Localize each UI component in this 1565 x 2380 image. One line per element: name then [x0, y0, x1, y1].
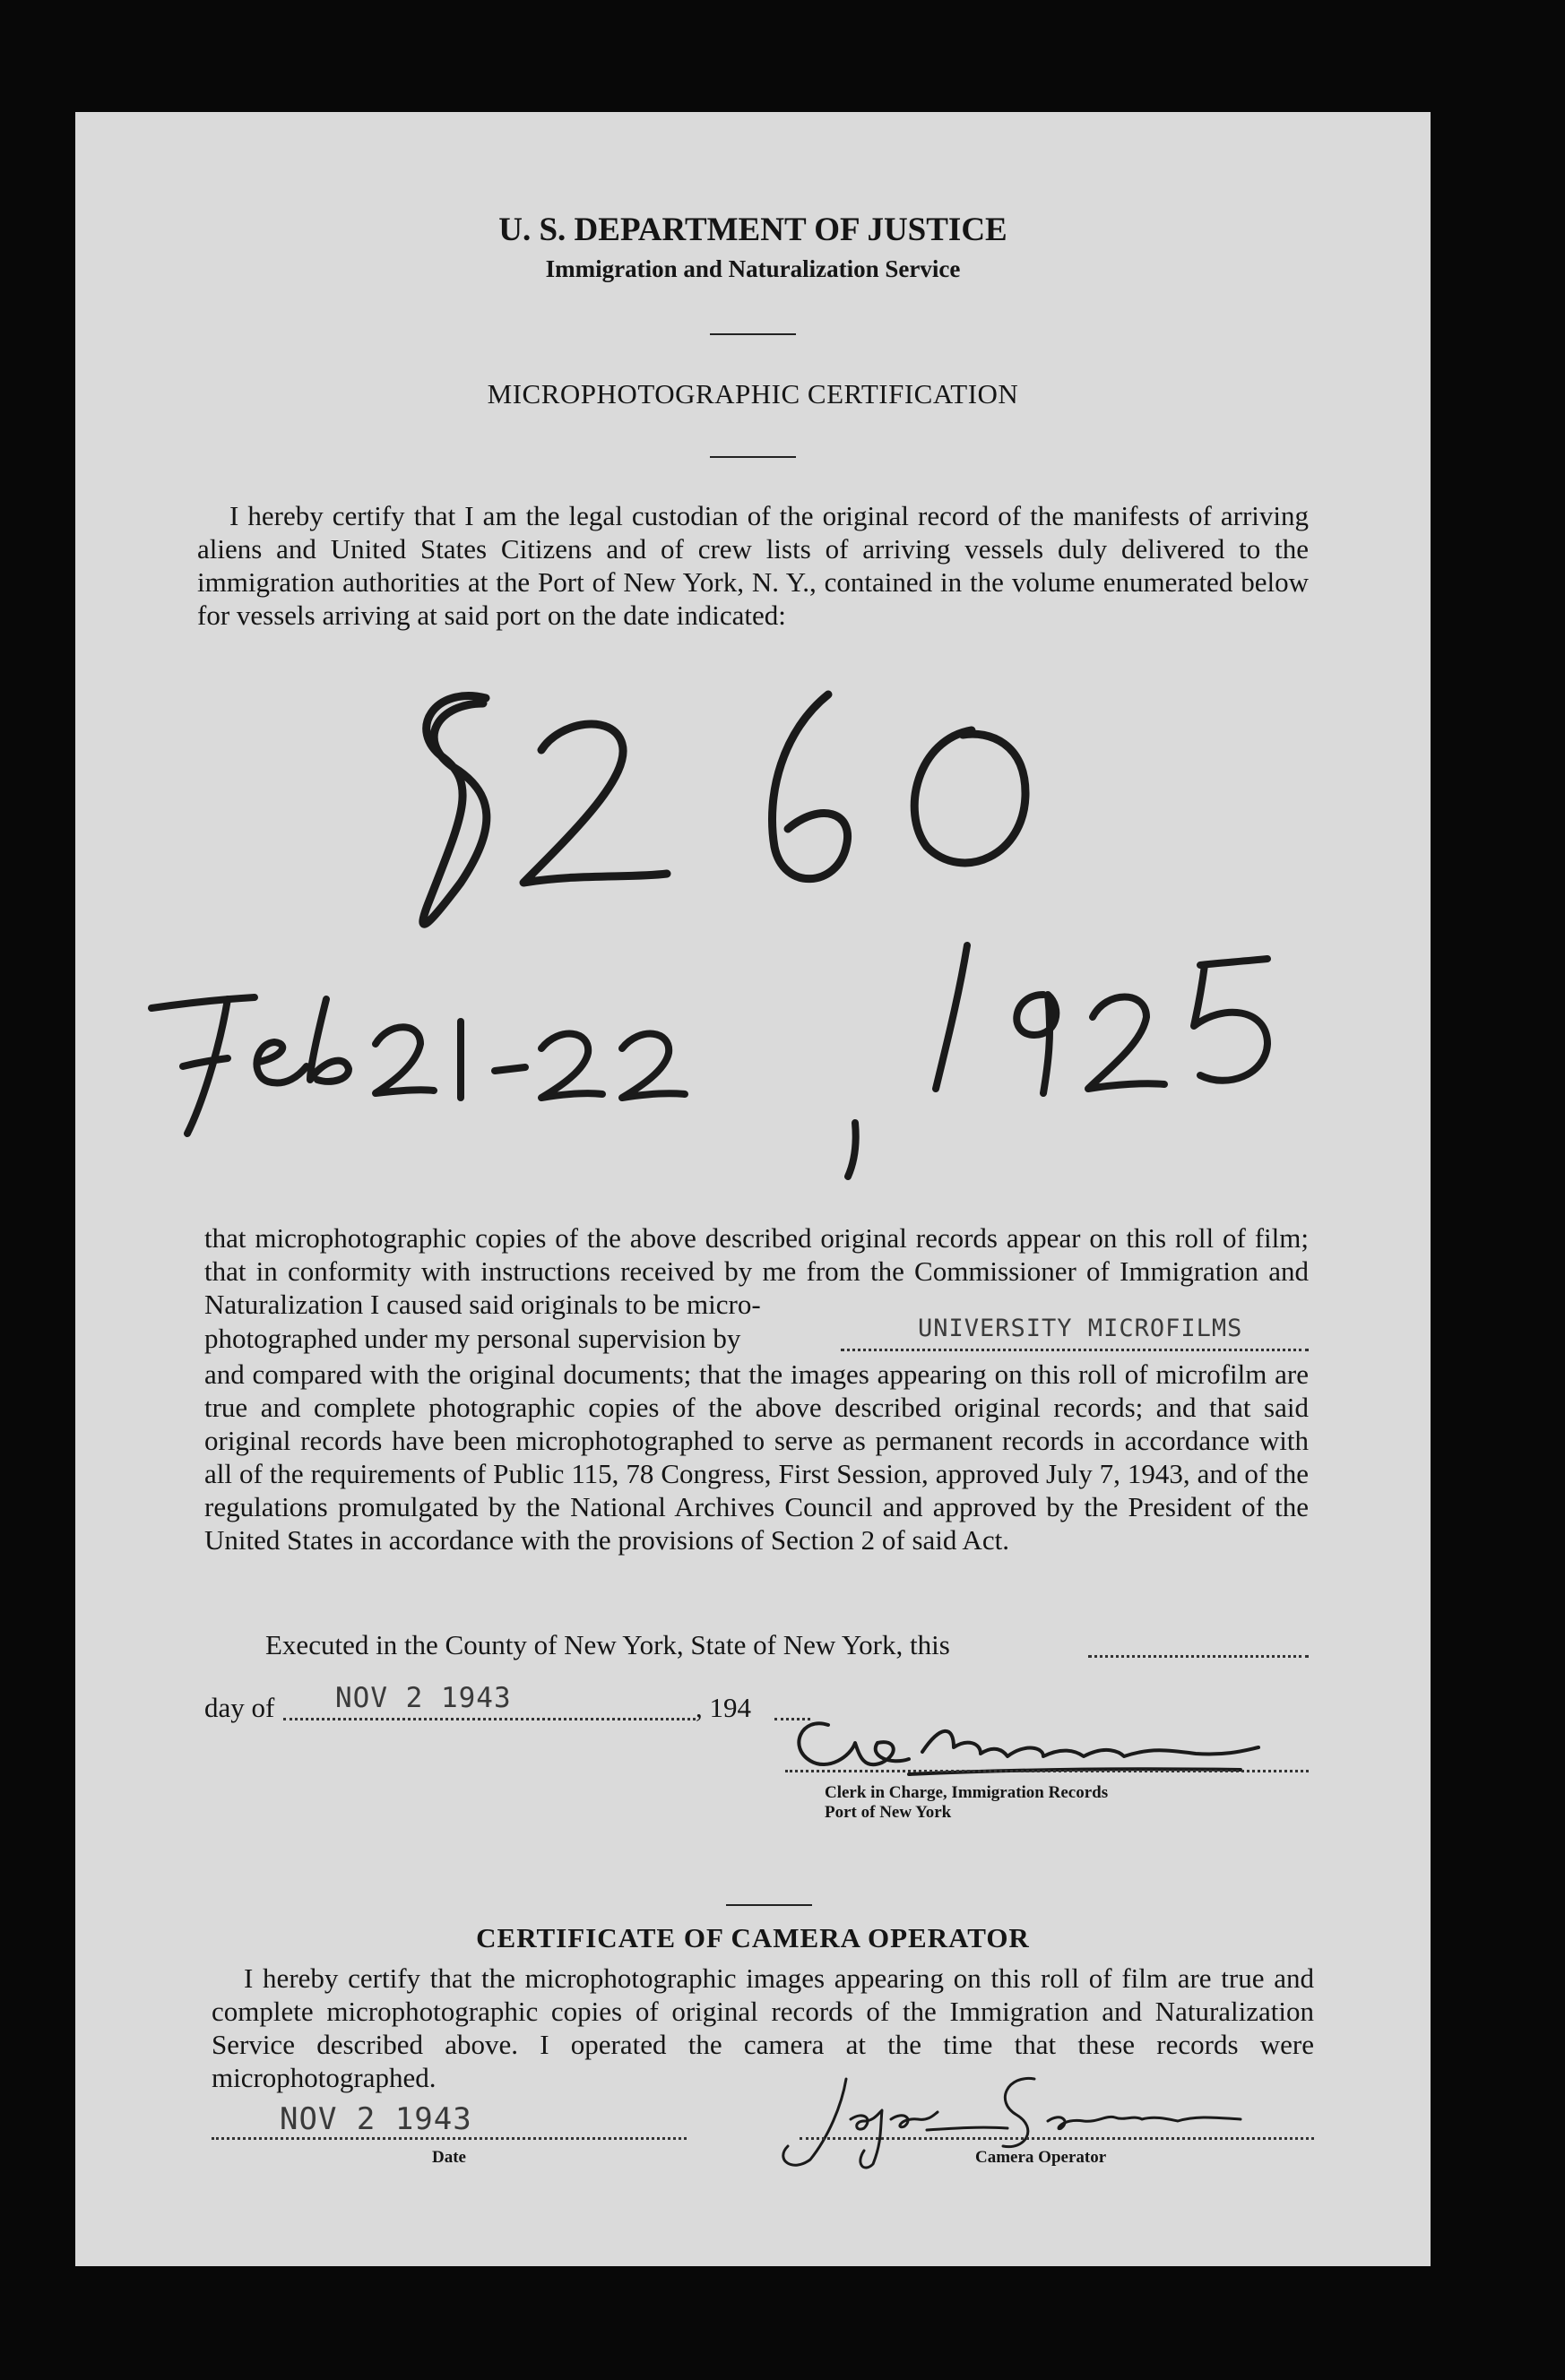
microfilmer-field-line: [841, 1349, 1309, 1351]
day-of-field: [283, 1718, 696, 1720]
certification-title: MICROPHOTOGRAPHIC CERTIFICATION: [487, 378, 1019, 410]
operator-signature-line: [800, 2137, 1314, 2140]
year-prefix: , 194: [696, 1692, 751, 1723]
divider-rule: [726, 1904, 812, 1906]
camera-operator-title: CERTIFICATE OF CAMERA OPERATOR: [476, 1922, 1030, 1953]
microfilmer-stamp: UNIVERSITY MICROFILMS: [918, 1315, 1243, 1342]
body-paragraph-part3: and compared with the original documents; that the images appearing on this roll of microfilm are true and complete photographic copies of the above described original records; and that said original records have been microphotographed to serve as permanent records in accordance with all of the requirements of Public 115, 78 Congress, First Session, approved July 7, 1943, and of the regulations promulgated by the National Archives Council and approved by the President of the United States in accordance with the provisions of Section 2 of said Act.: [204, 1358, 1309, 1556]
execution-date-stamp: NOV 2 1943: [335, 1682, 512, 1714]
body-paragraph-part1: that microphotographic copies of the above described original records appear on this roll of film; that in conformity with instructions received by me from the Commissioner of Immigration and Naturalization I caused said originals to be micro-: [204, 1222, 1309, 1320]
executed-day-field: [1088, 1655, 1309, 1658]
day-of-label: day of: [204, 1692, 275, 1723]
operator-date-stamp: NOV 2 1943: [280, 2101, 472, 2137]
camera-operator-paragraph: I hereby certify that the microphotographic images appearing on this roll of film are true and complete microphotographic copies of original records of the Immigration and Naturalization Service described above. I operated the camera at the time that these records were microphotographed.: [212, 1962, 1314, 2093]
clerk-signature-line: [785, 1770, 1309, 1772]
clerk-title-line2: Port of New York: [825, 1803, 952, 1822]
intro-paragraph: I hereby certify that I am the legal custodian of the original record of the manifests of arriving aliens and United States Citizens and of crew lists of arriving vessels duly delivered to the immigration authorities at the Port of New York, N. Y., contained in the volume enumerated below for vessels arriving at said port on the date indicated:: [197, 500, 1309, 631]
executed-statement: Executed in the County of New York, State of New York, this: [265, 1629, 950, 1660]
certificate-page: [75, 112, 1431, 2266]
operator-date-label: Date: [432, 2148, 466, 2167]
department-heading: U. S. DEPARTMENT OF JUSTICE: [498, 211, 1007, 248]
clerk-title-line1: Clerk in Charge, Immigration Records: [825, 1783, 1109, 1802]
operator-label: Camera Operator: [975, 2148, 1107, 2167]
clerk-signature: [774, 1707, 1276, 1788]
supervision-prefix: photographed under my personal supervision by: [204, 1323, 741, 1354]
operator-date-line: [212, 2137, 687, 2140]
service-subheading: Immigration and Naturalization Service: [545, 255, 961, 282]
